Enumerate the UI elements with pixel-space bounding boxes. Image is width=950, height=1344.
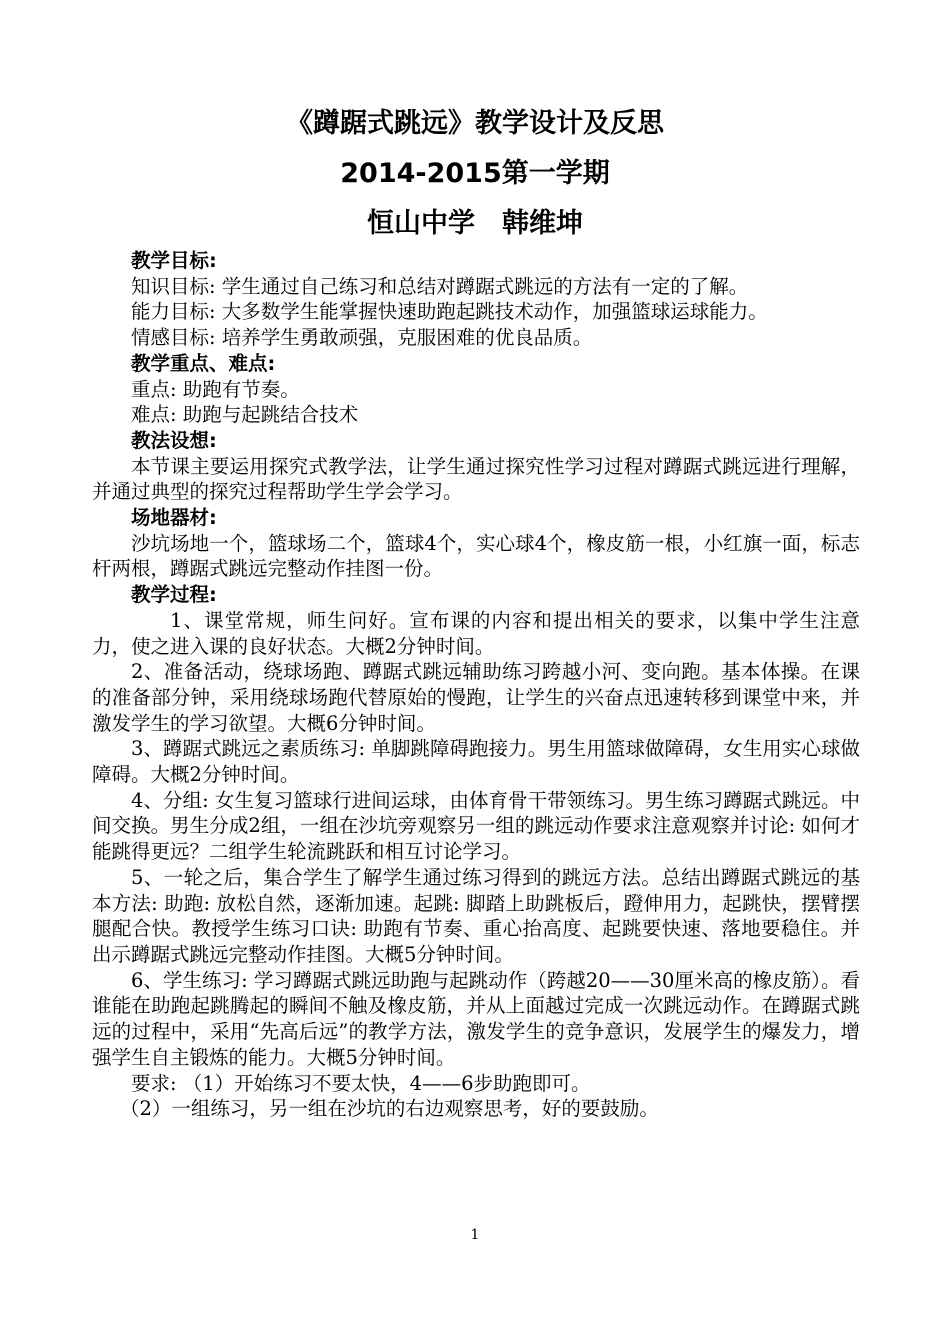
process-step-6: 6、学生练习: 学习蹲踞式跳远助跑与起跳动作（跨越20——30厘米高的橡皮筋）。看谁能在助跑起跳腾起的瞬间不触及橡皮筋，并从上面越过完成一次跳远动作。在蹲踞式跳远的过程中，采用“先高后远”的教学方法，激发学生的竞争意识，发展学生的爆发力，增强学生自主锻炼的能力。大概5分钟时间。 (92, 968, 860, 1069)
process-step-5: 5、一轮之后，集合学生了解学生通过练习得到的跳远方法。总结出蹲踞式跳远的基本方法: 助跑: 放松自然，逐渐加速。起跳: 脚踏上助跳板后，蹬伸用力，起跳快，摆臂摆腿配合快。教授学生练习口诀: 助跑有节奏、重心抬高度、起跳要快速、落地要稳住。并出示蹲踞式跳远完整动作挂图。大概5分钟时间。 (92, 865, 860, 966)
requirement-2: （2）一组练习，另一组在沙坑的右边观察思考，好的要鼓励。 (120, 1097, 659, 1121)
equipment-heading: 场地器材: (131, 506, 217, 530)
requirement-1: 要求: （1）开始练习不要太快，4——6步助跑即可。 (131, 1071, 591, 1095)
document-title: 《蹲踞式跳远》教学设计及反思 (286, 108, 664, 139)
term-line: 2014-2015第一学期 (340, 158, 610, 189)
page-number: 1 (470, 1227, 480, 1243)
key-point: 重点: 助跑有节奏。 (131, 377, 300, 401)
process-step-2: 2、准备活动，绕球场跑、蹲踞式跳远辅助练习跨越小河、变向跑。基本体操。在课的准备部分钟，采用绕球场跑代替原始的慢跑，让学生的兴奋点迅速转移到课堂中来，并激发学生的学习欲望。大概6分钟时间。 (92, 660, 860, 735)
document-body (92, 248, 860, 1122)
goal-knowledge: 知识目标: 学生通过自己练习和总结对蹲踞式跳远的方法有一定的了解。 (131, 274, 749, 298)
process-step-1: 1、课堂常规，师生问好。宣布课的内容和提出相关的要求，以集中学生注意力，使之进入课的良好状态。大概2分钟时间。 (92, 608, 860, 658)
method-text: 本节课主要运用探究式教学法，让学生通过探究性学习过程对蹲踞式跳远进行理解，并通过典型的探究过程帮助学生学会学习。 (92, 454, 860, 504)
equipment-text: 沙坑场地一个，篮球场二个，篮球4个，实心球4个，橡皮筋一根，小红旗一面，标志杆两根，蹲踞式跳远完整动作挂图一份。 (92, 531, 860, 581)
process-step-4: 4、分组: 女生复习篮球行进间运球，由体育骨干带领练习。男生练习蹲踞式跳远。中间交换。男生分成2组，一组在沙坑旁观察另一组的跳远动作要求注意观察并讨论: 如何才能跳得更远？二组学生轮流跳跃和相互讨论学习。 (92, 788, 860, 864)
author-line: 恒山中学 韩维坤 (367, 208, 583, 239)
process-step-3: 3、蹲踞式跳远之素质练习: 单脚跳障碍跑接力。男生用篮球做障碍，女生用实心球做障碍。大概2分钟时间。 (92, 737, 860, 787)
goal-ability: 能力目标: 大多数学生能掌握快速助跑起跳技术动作，加强篮球运球能力。 (131, 300, 768, 324)
difficulty: 难点: 助跑与起跳结合技术 (131, 403, 359, 427)
keypoints-heading: 教学重点、难点: (131, 351, 276, 375)
process-heading: 教学过程: (131, 583, 217, 607)
method-heading: 教法设想: (131, 428, 217, 452)
goals-heading: 教学目标: (131, 249, 217, 272)
goal-emotion: 情感目标: 培养学生勇敢顽强，克服困难的优良品质。 (131, 326, 593, 350)
